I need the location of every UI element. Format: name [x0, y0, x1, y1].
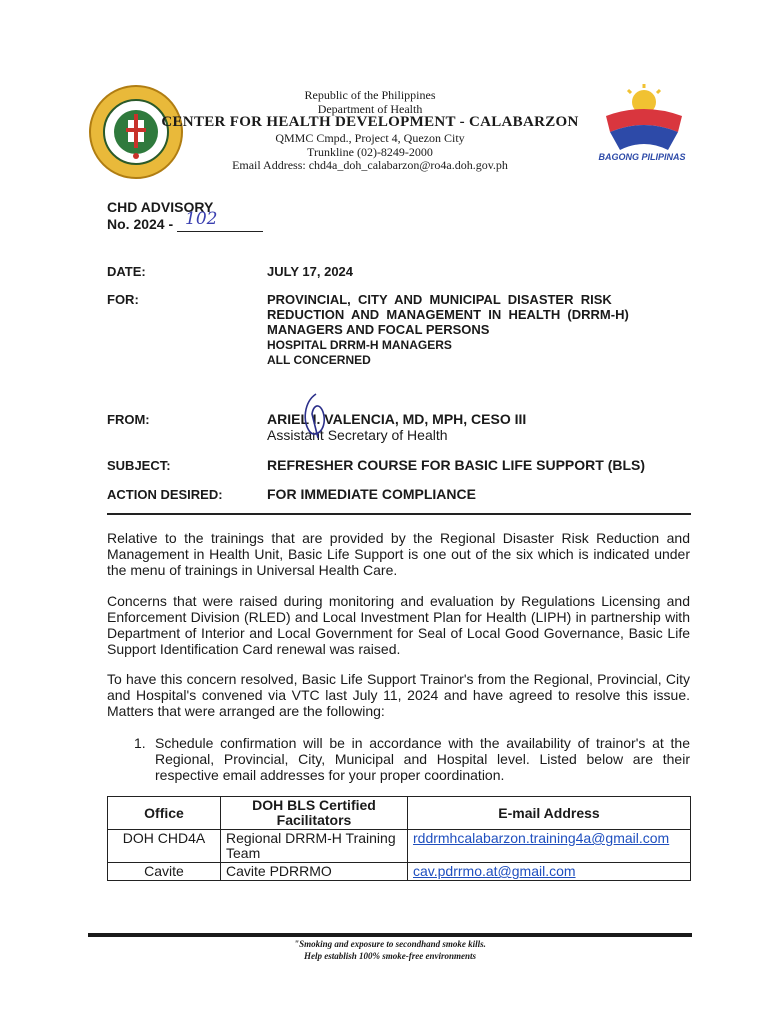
- col-header-facilitators: DOH BLS Certified Facilitators: [221, 797, 408, 830]
- header-republic: Republic of the Philippines: [304, 88, 436, 102]
- footer-divider: [88, 933, 692, 937]
- email-link[interactable]: rddrmhcalabarzon.training4a@gmail.com: [413, 830, 670, 846]
- cell-email: [408, 863, 691, 881]
- header-address: QMMC Cmpd., Project 4, Quezon City: [275, 131, 465, 145]
- for-label: FOR:: [107, 292, 139, 307]
- for-line-4: HOSPITAL DRRM-H MANAGERS: [267, 338, 452, 352]
- cell-office: DOH CHD4A: [108, 830, 221, 863]
- from-label: FROM:: [107, 412, 150, 427]
- date-label: DATE:: [107, 264, 146, 279]
- header-department: Department of Health: [317, 102, 423, 116]
- subject-label: SUBJECT:: [107, 458, 171, 473]
- header-divider: [107, 513, 691, 515]
- cell-facilitator: Regional DRRM-H Training Team: [221, 830, 408, 863]
- list-item-number: 1.: [134, 735, 146, 751]
- paragraph-1: Relative to the trainings that are provided by the Regional Disaster Risk Reduction and Management in Health Unit, Basic Life Support is one out of the six which is indicated under the menu of trainings in Universal Health Care.: [107, 530, 690, 578]
- advisory-number-blank: [177, 209, 263, 232]
- cell-office: Cavite: [108, 863, 221, 881]
- date-value: JULY 17, 2024: [267, 264, 354, 279]
- subject-value: REFRESHER COURSE FOR BASIC LIFE SUPPORT (BLS): [267, 457, 646, 473]
- signature-mark: [296, 392, 336, 440]
- email-link[interactable]: cav.pdrrmo.at@gmail.com: [413, 863, 576, 879]
- cell-facilitator: Cavite PDRRMO: [221, 863, 408, 881]
- bagong-pilipinas-logo: [598, 82, 690, 172]
- for-line-5: ALL CONCERNED: [267, 353, 371, 367]
- from-name: ARIEL I. VALENCIA, MD, MPH, CESO III: [267, 411, 527, 427]
- table-header-row: [108, 797, 691, 830]
- for-line-3: MANAGERS AND FOCAL PERSONS: [267, 322, 490, 337]
- header-center-name: CENTER FOR HEALTH DEVELOPMENT - CALABARZON: [161, 114, 579, 130]
- paragraph-3: To have this concern resolved, Basic Life Support Trainor's from the Regional, Provincial, City and Hospital's convened via VTC last July 11, 2024 and have agreed to resolve this issue. Matters that were arranged are the following:: [107, 671, 690, 719]
- action-value: FOR IMMEDIATE COMPLIANCE: [267, 486, 476, 502]
- handwritten-number: 102: [185, 209, 218, 229]
- paragraph-2: Concerns that were raised during monitoring and evaluation by Regulations Licensing and Enforcement Division (RLED) and Local Investment Plan for Health (LIPH) in partnership with Department of Interior and Local Government for Seal of Local Good Governance, Basic Life Support Identification Card renewal was raised.: [107, 593, 690, 657]
- advisory-title: CHD ADVISORY: [107, 199, 214, 215]
- footer-line-1: "Smoking and exposure to secondhand smoke kills.: [294, 939, 486, 949]
- bagong-pilipinas-text: BAGONG PILIPINAS: [598, 152, 686, 162]
- header-trunkline: Trunkline (02)-8249-2000: [307, 145, 433, 159]
- footer-line-2: Help establish 100% smoke-free environments: [304, 951, 476, 961]
- header-email: Email Address: chd4a_doh_calabarzon@ro4a.doh.gov.ph: [232, 158, 508, 172]
- col-header-office: Office: [108, 797, 221, 830]
- action-label: ACTION DESIRED:: [107, 487, 223, 502]
- table-row: [108, 863, 691, 881]
- list-item-1: Schedule confirmation will be in accordance with the availability of trainor's at the Regional, Provincial, City, Municipal and Hospital level. Listed below are their respective email addresses for your proper coordination.: [155, 735, 690, 783]
- advisory-number-prefix: No. 2024 -: [107, 216, 178, 232]
- for-line-2: REDUCTION AND MANAGEMENT IN HEALTH (DRRM-H): [267, 307, 629, 322]
- table-row: [108, 830, 691, 863]
- col-header-email: E-mail Address: [408, 797, 691, 830]
- advisory-number: [107, 209, 263, 232]
- facilitators-table: [107, 796, 691, 881]
- for-line-1: PROVINCIAL, CITY AND MUNICIPAL DISASTER RISK: [267, 292, 612, 307]
- from-title: Assistant Secretary of Health: [267, 427, 448, 443]
- cell-email: [408, 830, 691, 863]
